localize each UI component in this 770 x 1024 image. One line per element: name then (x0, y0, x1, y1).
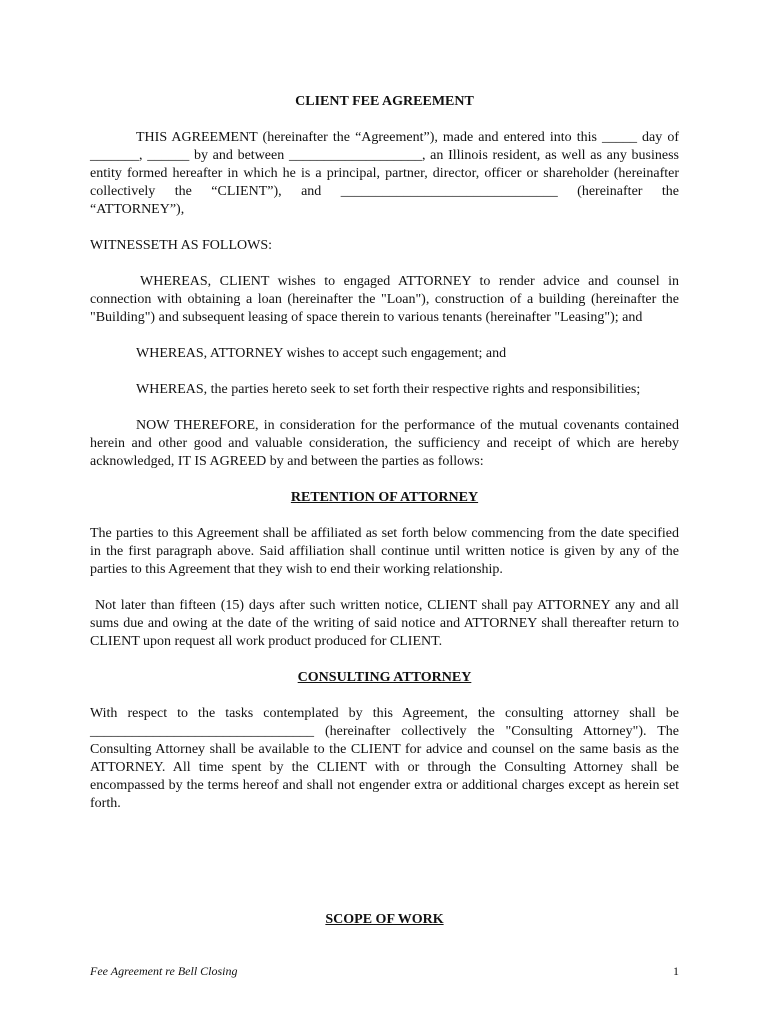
page-number: 1 (673, 964, 679, 978)
footer-title: Fee Agreement re Bell Closing (90, 964, 238, 978)
document-title: CLIENT FEE AGREEMENT (295, 94, 474, 109)
whereas-paragraph-1: WHEREAS, CLIENT wishes to engaged ATTORNEY to render advice and counsel in connection with obtaining a loan (hereinafter the "Loan"), construction of a building (hereinafter the "Building") and subsequent leasing of space therein to various tenants (hereinafter "Leasing"); and (90, 274, 679, 325)
now-therefore-paragraph: NOW THEREFORE, in consideration for the performance of the mutual covenants contained herein and other good and valuable consideration, the sufficiency and receipt of which are hereby acknowledged, IT IS AGREED by and between the parties as follows: (90, 418, 679, 469)
retention-heading: RETENTION OF ATTORNEY (290, 490, 479, 505)
consulting-paragraph: With respect to the tasks contemplated by this Agreement, the consulting attorney shall be ________________________________ (hereinafter collectively the "Consulting Attorney"). The Consulting Attorney shall be available to the CLIENT for advice and counsel on the same basis as the ATTORNEY. All time spent by the CLIENT with or through the Consulting Attorney shall be encompassed by the terms hereof and shall not engender extra or additional charges except as herein set forth. (90, 706, 679, 811)
consulting-heading: CONSULTING ATTORNEY (297, 670, 472, 685)
whereas-paragraph-3: WHEREAS, the parties hereto seek to set forth their respective rights and responsibilities; (136, 382, 641, 397)
retention-paragraph-2: Not later than fifteen (15) days after such written notice, CLIENT shall pay ATTORNEY any and all sums due and owing at the date of the writing of said notice and ATTORNEY shall thereafter return to CLIENT upon request all work product produced for CLIENT. (90, 598, 679, 649)
document-body (90, 93, 679, 831)
whereas-paragraph-2: WHEREAS, ATTORNEY wishes to accept such engagement; and (136, 346, 507, 361)
intro-paragraph: THIS AGREEMENT (hereinafter the “Agreement”), made and entered into this _____ day of _______, ______ by and between ___________________, an Illinois resident, as well as any business entity formed hereafter in which he is a principal, partner, director, officer or shareholder (hereinafter collectively the “CLIENT”), and _______________________________ (hereinafter the “ATTORNEY”), (90, 130, 679, 217)
scope-heading: SCOPE OF WORK (325, 912, 444, 927)
retention-paragraph-1: The parties to this Agreement shall be affiliated as set forth below commencing from the date specified in the first paragraph above. Said affiliation shall continue until written notice is given by any of the parties to this Agreement that they wish to end their working relationship. (90, 526, 679, 577)
witnesseth-line: WITNESSETH AS FOLLOWS: (90, 238, 272, 253)
